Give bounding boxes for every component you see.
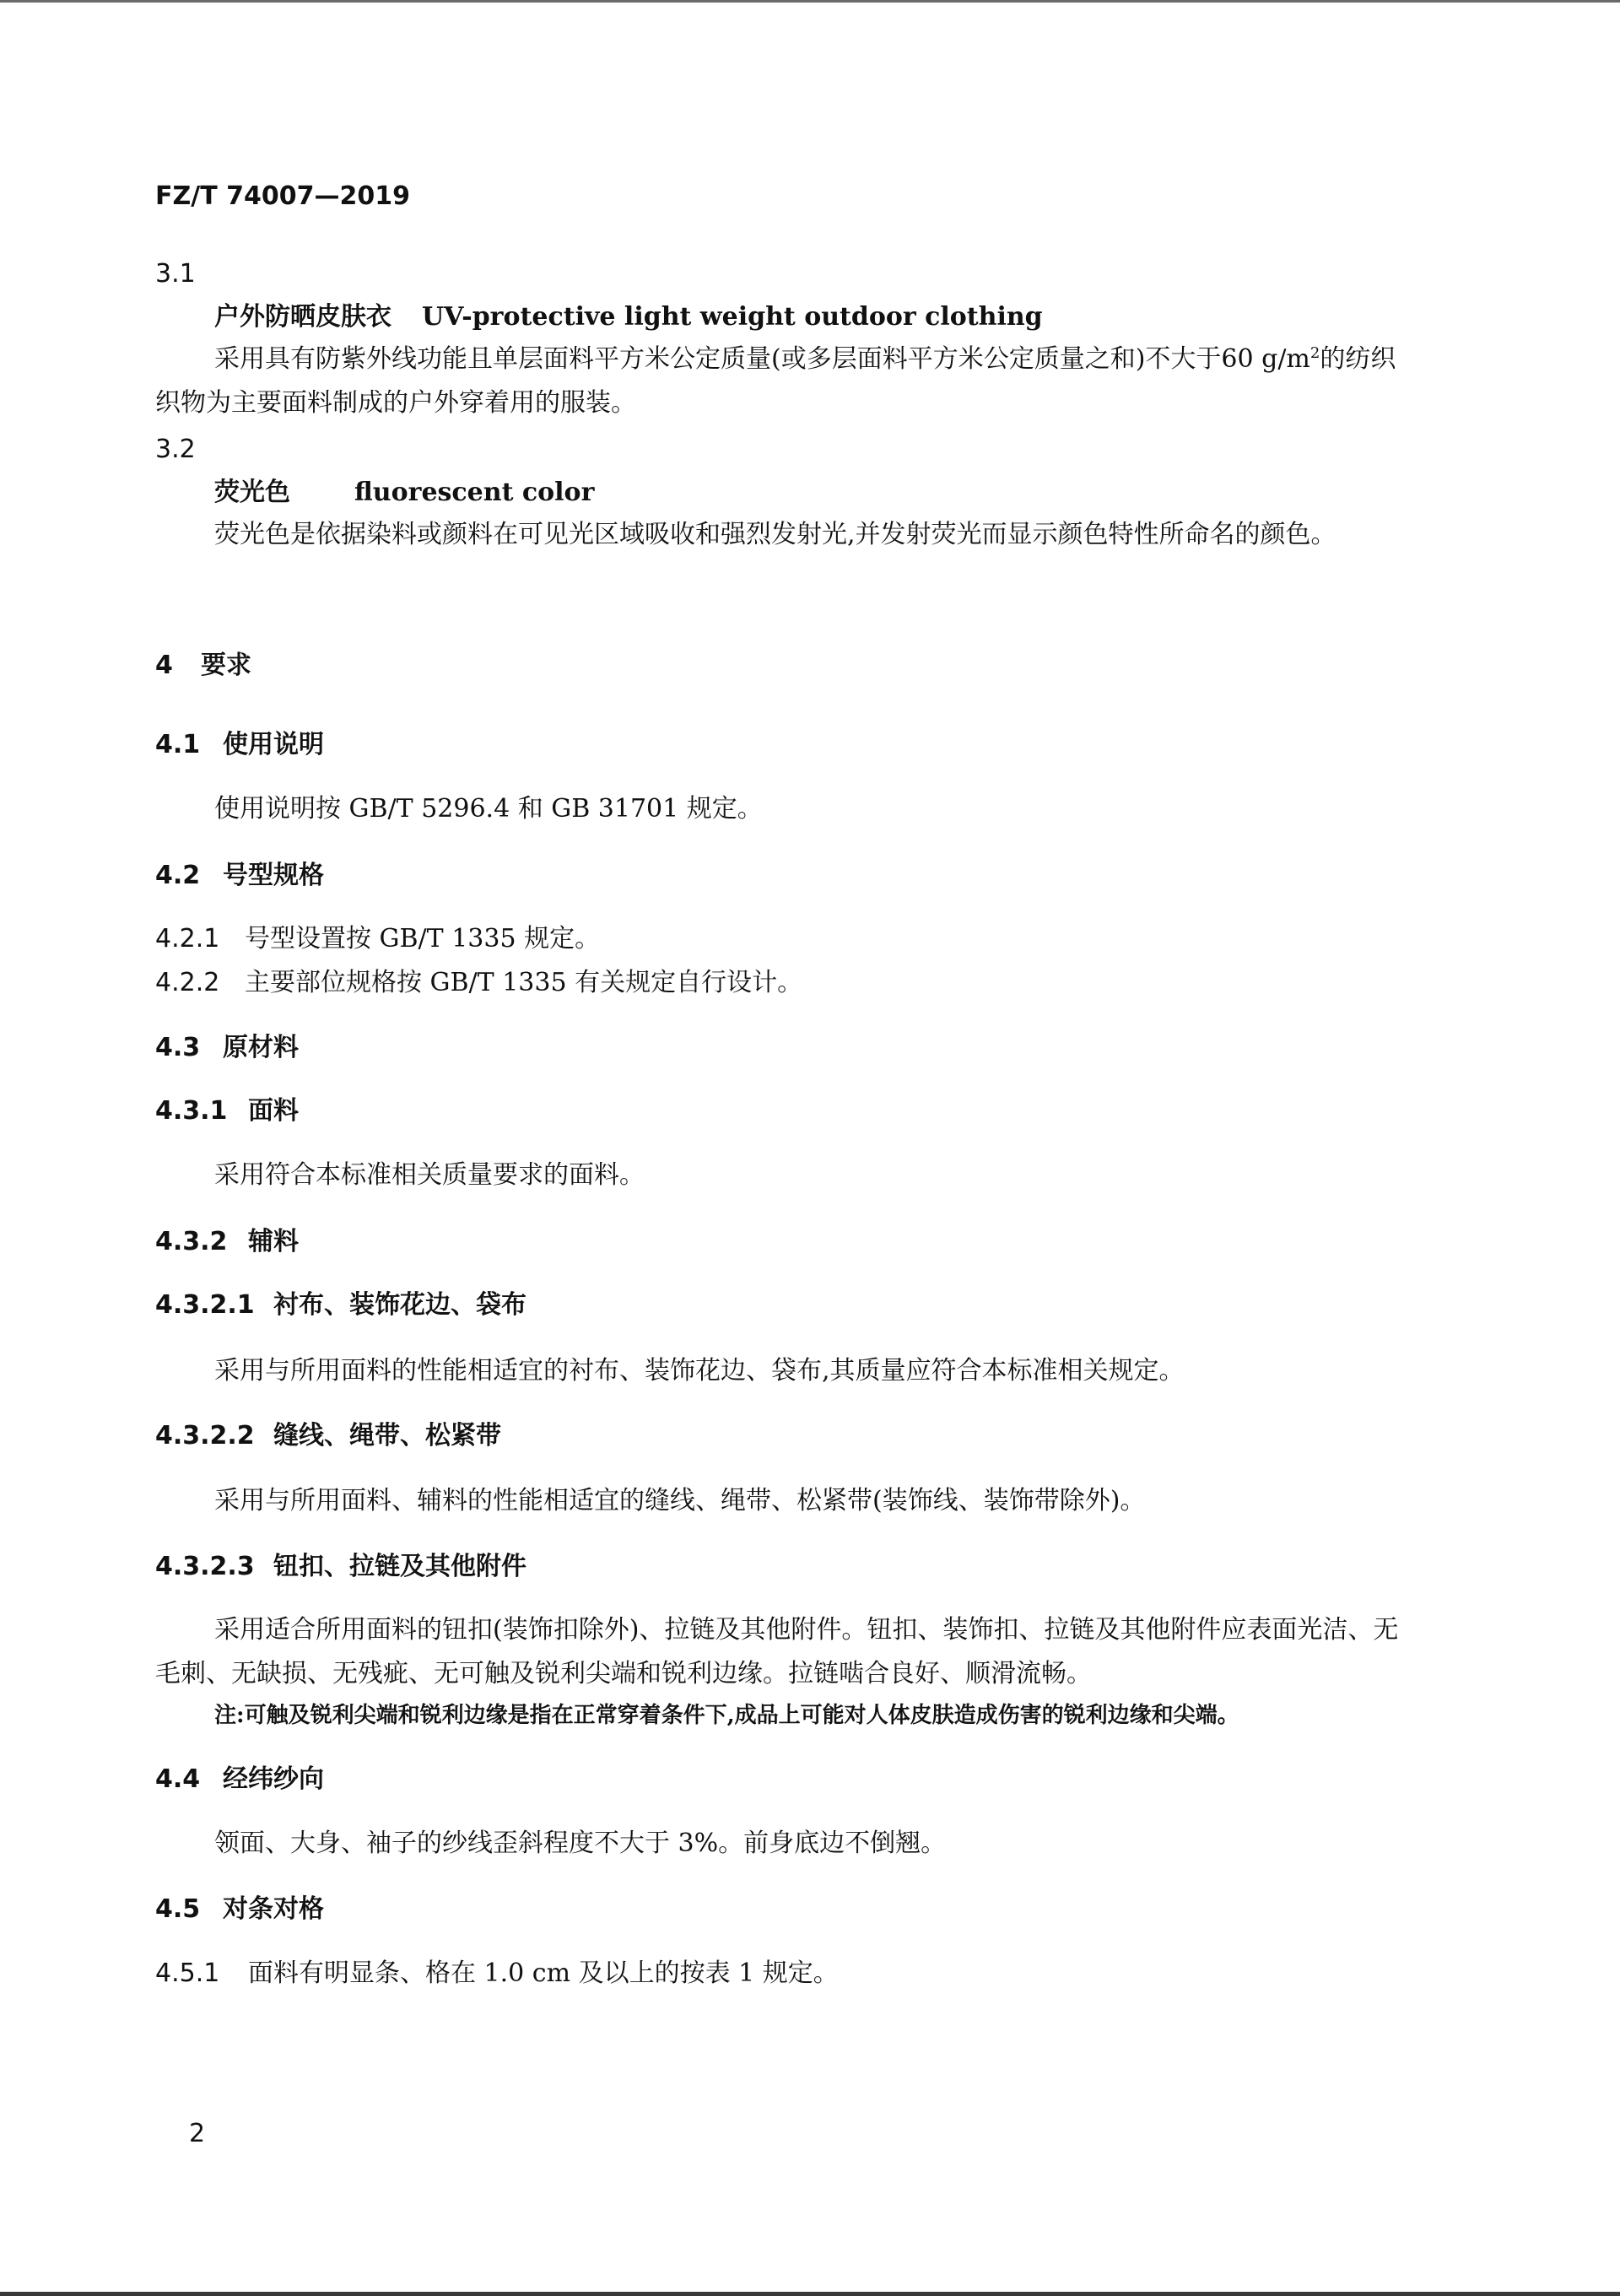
clause-4-5-1-text: 面料有明显条、格在 1.0 cm 及以上的按表 1 规定。: [248, 1958, 839, 1988]
section-4-4-title: 经纬纱向: [223, 1764, 324, 1794]
section-4-3-title: 原材料: [223, 1033, 299, 1062]
section-4-3-2-1-number: 4.3.2.1: [155, 1290, 255, 1320]
section-4-3-1-title: 面料: [248, 1096, 299, 1126]
section-4-1-number: 4.1: [155, 730, 201, 759]
section-4-5-title: 对条对格: [223, 1894, 324, 1924]
clause-3-1-definition: 采用具有防紫外线功能且单层面料平方米公定质量(或多层面料平方米公定质量之和)不大于60 $g/m^2$的纺织织物为主要面料制成的户外穿着用的服装。: [155, 344, 1396, 418]
section-4-3-2-3-text: 采用适合所用面料的钮扣(装饰扣除外)、拉链及其他附件。钮扣、装饰扣、拉链及其他附件应表面光洁、无毛刺、无缺损、无残疵、无可触及锐利尖端和锐利边缘。拉链啮合良好、顺滑流畅。: [155, 1615, 1399, 1688]
clause-4-2-1-number: 4.2.1: [155, 924, 220, 954]
scan-edge-bottom: [0, 2292, 1620, 2296]
section-4-3-2-number: 4.3.2: [155, 1227, 228, 1256]
section-4-3-2-1-title: 衬布、装饰花边、袋布: [273, 1290, 526, 1320]
section-4-1-title: 使用说明: [223, 730, 324, 759]
section-4-3-2-2-text: 采用与所用面料、辅料的性能相适宜的缝线、绳带、松紧带(装饰线、装饰带除外)。: [214, 1486, 1146, 1515]
clause-3-2-number: 3.2: [155, 435, 196, 464]
clause-3-2-term-en: fluorescent color: [354, 478, 595, 507]
section-4-3-2-3-number: 4.3.2.3: [155, 1552, 255, 1581]
section-4-5-number: 4.5: [155, 1894, 201, 1924]
section-4-3-2-3-note: 注:可触及锐利尖端和锐利边缘是指在正常穿着条件下,成品上可能对人体皮肤造成伤害的锐利边缘和尖端。: [214, 1703, 1239, 1728]
section-4-3-2-3-title: 钮扣、拉链及其他附件: [273, 1552, 526, 1581]
clause-3-1-term-cn: 户外防晒皮肤衣: [214, 302, 392, 332]
section-4-3-number: 4.3: [155, 1033, 201, 1062]
section-4-1-text: 使用说明按 GB/T 5296.4 和 GB 31701 规定。: [214, 794, 763, 824]
doc-number: FZ/T 74007—2019: [155, 181, 410, 211]
section-4-3-2-2-title: 缝线、绳带、松紧带: [273, 1421, 501, 1451]
clause-4-2-2-number: 4.2.2: [155, 968, 220, 997]
clause-4-2-1-text: 号型设置按 GB/T 1335 规定。: [245, 924, 601, 954]
clause-3-1-number: 3.1: [155, 259, 196, 289]
page-number: 2: [189, 2119, 206, 2148]
section-4-4-text: 领面、大身、袖子的纱线歪斜程度不大于 3%。前身底边不倒翘。: [214, 1829, 947, 1858]
section-4-3-2-title: 辅料: [248, 1227, 299, 1256]
clause-3-2-term-cn: 荧光色: [214, 478, 290, 507]
section-4-2-number: 4.2: [155, 861, 201, 890]
section-4-number: 4: [155, 651, 173, 680]
scan-edge-top: [0, 0, 1620, 3]
clause-3-2-definition: 荧光色是依据染料或颜料在可见光区域吸收和强烈发射光,并发射荧光而显示颜色特性所命名的颜色。: [214, 520, 1336, 549]
clause-3-1-term-en: UV-protective light weight outdoor clothing: [422, 302, 1043, 332]
clause-4-2-2-text: 主要部位规格按 GB/T 1335 有关规定自行设计。: [245, 968, 803, 997]
section-4-3-1-text: 采用符合本标准相关质量要求的面料。: [214, 1160, 645, 1190]
section-4-2-title: 号型规格: [223, 861, 324, 890]
section-4-title: 要求: [201, 651, 251, 680]
section-4-3-2-1-text: 采用与所用面料的性能相适宜的衬布、装饰花边、袋布,其质量应符合本标准相关规定。: [214, 1356, 1185, 1386]
section-4-3-2-2-number: 4.3.2.2: [155, 1421, 255, 1451]
clause-4-5-1-number: 4.5.1: [155, 1958, 220, 1988]
section-4-4-number: 4.4: [155, 1764, 201, 1794]
section-4-3-1-number: 4.3.1: [155, 1096, 228, 1126]
